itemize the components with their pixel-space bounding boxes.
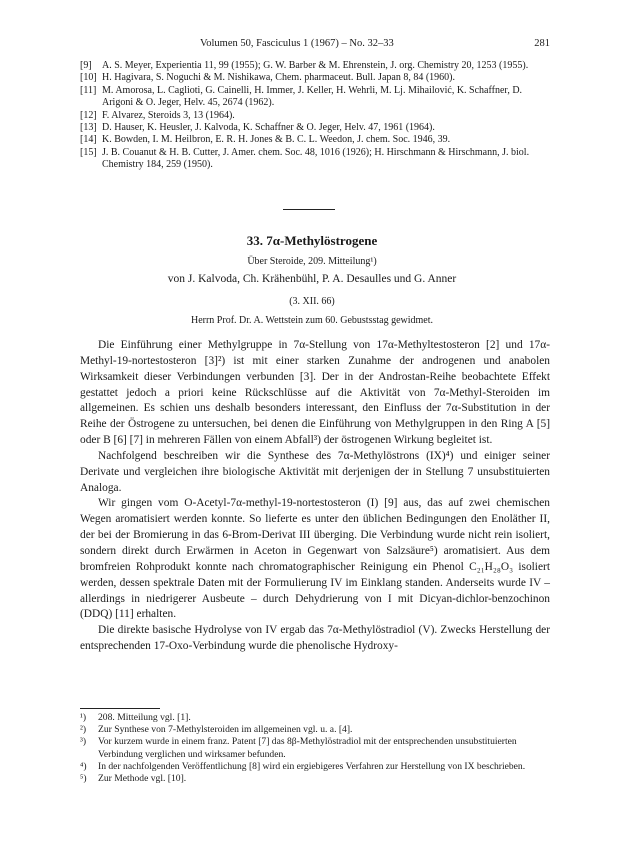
footnote-item — [80, 724, 550, 736]
reference-number: [12] — [80, 109, 97, 121]
reference-text: M. Amorosa, L. Caglioti, G. Cainelli, H. Immer, J. Keller, H. Wehrli, M. Lj. Mihailović, K. Schaffner, D. Arigoni & O. Jeger, Helv. 45, 2674 (1962). — [102, 84, 523, 109]
body-paragraph: Nachfolgend beschreiben wir die Synthese des 7α-Methylöstrons (IX)⁴) und einiger seiner Derivate und vergleichen ihre biologische Aktivität mit derjenigen der in Stellung 7 unsubstituierten Analoga. — [80, 449, 550, 494]
reference-number: [15] — [80, 146, 97, 158]
footnote-item — [80, 736, 550, 760]
reference-number: [13] — [80, 122, 97, 134]
footnote-text: Zur Synthese von 7-Methylsteroiden im allgemeinen vgl. u. a. [4]. — [98, 724, 353, 736]
reference-item — [80, 60, 550, 72]
journal-info: Volumen 50, Fasciculus 1 (1967) – No. 32–33 — [200, 38, 394, 49]
received-date: (3. XII. 66) — [289, 296, 335, 307]
reference-text: J. B. Couanut & H. B. Cutter, J. Amer. chem. Soc. 48, 1016 (1926); H. Hirschmann & Hirschmann, J. biol. Chemistry 184, 259 (1950). — [102, 146, 530, 171]
footnote-item — [80, 761, 550, 773]
reference-item — [80, 72, 550, 84]
reference-number: [9] — [80, 60, 92, 71]
footnote-list — [80, 712, 550, 785]
reference-text: F. Alvarez, Steroids 3, 13 (1964). — [102, 109, 235, 121]
footnote-number: ⁵) — [80, 773, 87, 785]
footnote-item — [80, 712, 550, 724]
reference-text: H. Hagivara, S. Noguchi & M. Nishikawa, Chem. pharmaceut. Bull. Japan 8, 84 (1960). — [102, 72, 455, 84]
footnote-text: Zur Methode vgl. [10]. — [98, 773, 187, 785]
reference-number: [10] — [80, 72, 97, 84]
reference-number: [14] — [80, 134, 97, 146]
section-divider — [283, 209, 335, 210]
footnote-number: ³) — [80, 736, 87, 748]
article-body — [80, 338, 550, 655]
reference-item — [80, 85, 550, 110]
footnote-divider — [80, 708, 160, 709]
body-paragraph: Die direkte basische Hydrolyse von IV ergab das 7α-Methylöstradiol (V). Zwecks Herstellung der entsprechenden 17-Oxo-Verbindung wurde die phenolische Hydroxy- — [80, 624, 550, 653]
reference-list — [80, 60, 550, 172]
reference-number: [11] — [80, 84, 97, 96]
body-paragraph: Die Einführung einer Methylgruppe in 7α-Stellung von 17α-Methyltestosteron [2] und 17α-Methyl-19-nortestosteron [3]²) ist mit einer starken Zunahme der androgenen und anabolen Wirksamkeit dieser Verbindungen verbunden [3]. Der in der Androstan-Reihe beobachtete Effekt gestattet jedoch a priori keine Rückschlüsse auf die Aktivität von 7α-Methyl-Steroiden im allgemeinen. Es schien uns deshalb besonders interessant, den Einfluss der 7α-Substitution in der Reihe der Östrogene zu untersuchen, bei denen die Einführung von Methylgruppen in den Ring A [5] oder B [6] [7] in mehreren Fällen von einem Abfall³) der östrogenen Wirkung begleitet ist. — [80, 339, 550, 447]
footnote-text: In der nachfolgenden Veröffentlichung [8] wird ein ergiebigeres Verfahren zur Herstellung von IX beschrieben. — [98, 760, 526, 772]
reference-text: D. Hauser, K. Heusler, J. Kalvoda, K. Schaffner & O. Jeger, Helv. 47, 1961 (1964). — [102, 122, 435, 134]
article-subtitle: Über Steroide, 209. Mitteilung¹) — [247, 256, 377, 267]
body-paragraph: Wir gingen vom O-Acetyl-7α-methyl-19-nortestosteron (I) [9] aus, das auf zwei chemischen Wegen aromatisiert werden konnte. So lieferte es unter den üblichen Bedingungen den Enoläther II, der bei der Bromierung in das 6-Brom-Derivat III überging. Die Verbindung wurde nicht rein isoliert, sondern direkt durch Erwärmen in Aceton in Gegenwart von Salzsäure⁵) aromatisiert. Aus dem bromfreien Rohprodukt konnte nach chromatographischer Reinigung ein Phenol C₂₁H₂₈O₃ isoliert werden, dessen spektrale Daten mit der Formulierung IV im Einklang standen. Anderseits wurde IV – allerdings in niedrigerer Ausbeute – durch Dehydrierung von I mit Dicyan-dichlor-benzochinon (DDQ) [11] erhalten. — [80, 497, 550, 621]
footnote-item — [80, 773, 550, 785]
reference-item — [80, 147, 550, 172]
footnote-number: ²) — [80, 724, 87, 736]
reference-text: A. S. Meyer, Experientia 11, 99 (1955); G. W. Barber & M. Ehrenstein, J. org. Chemistry 20, 1253 (1955). — [102, 60, 529, 71]
article-authors: von J. Kalvoda, Ch. Krähenbühl, P. A. Desaulles und G. Anner — [167, 273, 457, 285]
footnote-text: 208. Mitteilung vgl. [1]. — [98, 712, 191, 723]
article-title: 33. 7α-Methylöstrogene — [246, 233, 378, 248]
reference-item — [80, 122, 550, 134]
footnote-number: ¹) — [80, 712, 87, 723]
footnote-number: ⁴) — [80, 760, 87, 772]
reference-item — [80, 110, 550, 122]
page-number: 281 — [534, 38, 550, 49]
dedication: Herrn Prof. Dr. A. Wettstein zum 60. Gebustsstag gewidmet. — [190, 315, 434, 326]
footnote-text: Vor kurzem wurde in einem franz. Patent [7] das 8β-Methylöstradiol mit der entsprechenden unsubstituierten Verbindung verglichen und wirksamer befunden. — [98, 736, 517, 760]
reference-item — [80, 134, 550, 146]
reference-text: K. Bowden, I. M. Heilbron, E. R. H. Jones & B. C. L. Weedon, J. chem. Soc. 1946, 39. — [102, 134, 451, 146]
